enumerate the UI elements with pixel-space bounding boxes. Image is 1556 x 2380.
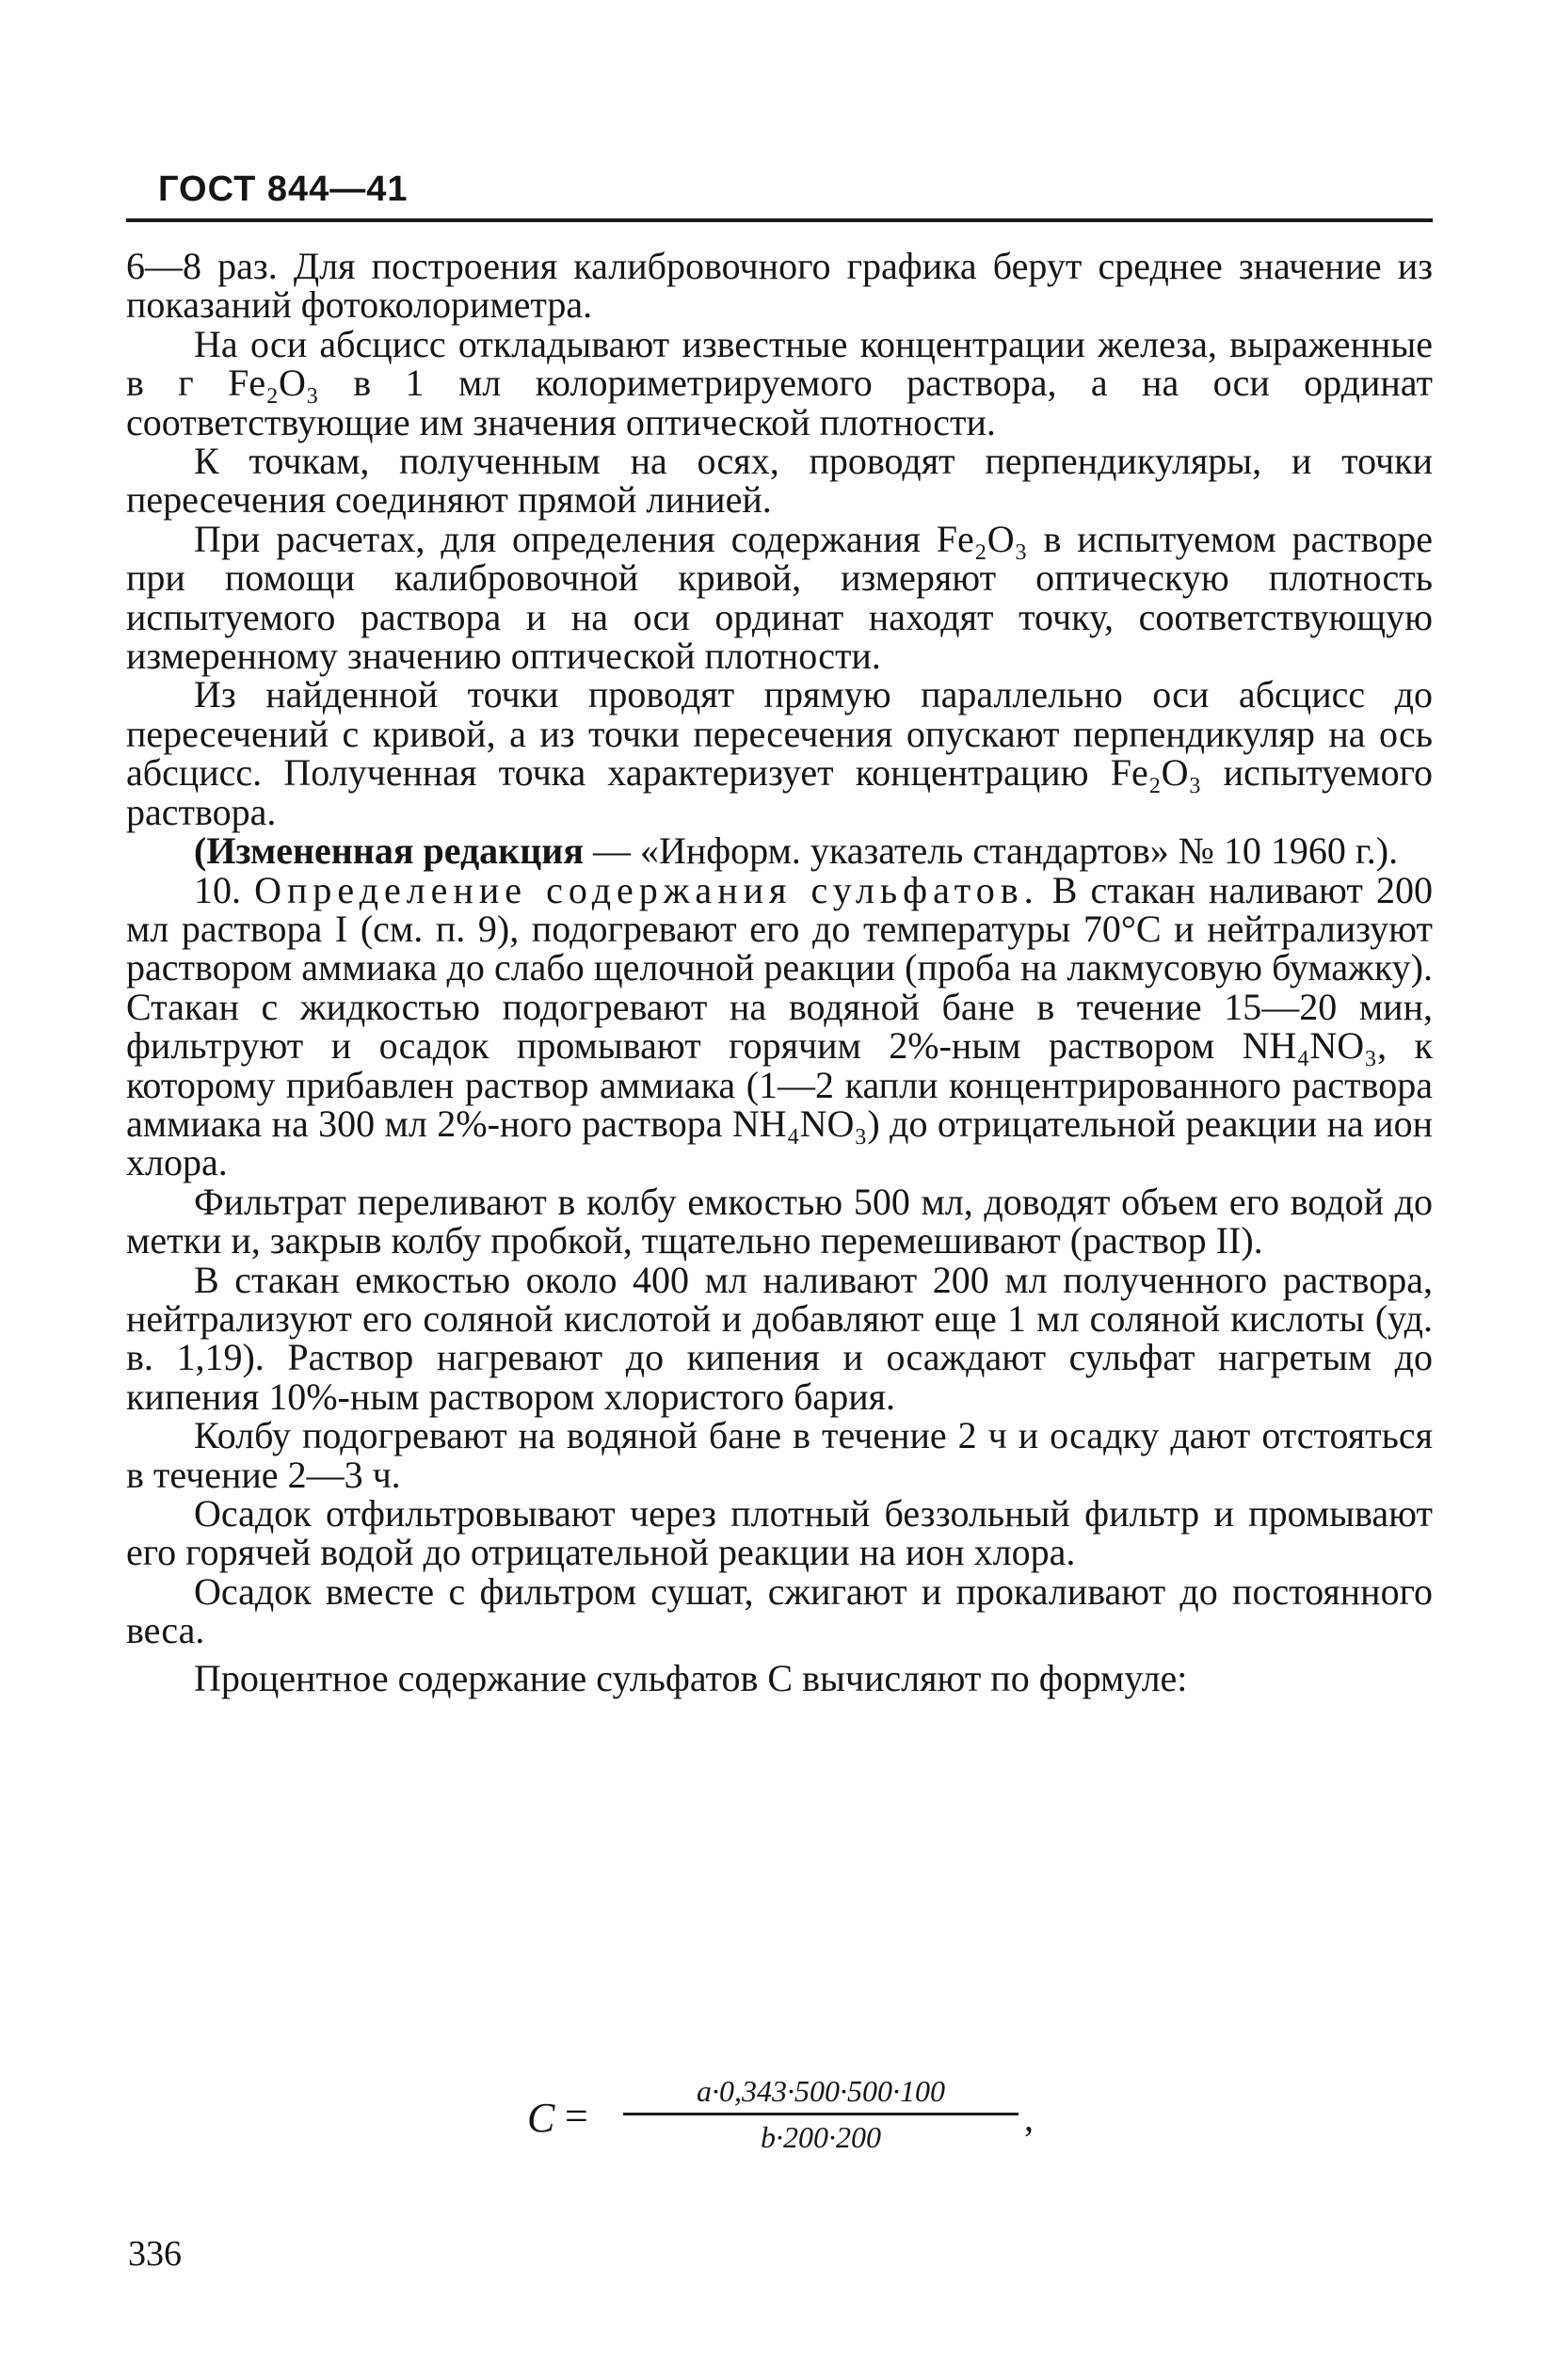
sulfate-formula bbox=[527, 2071, 1205, 2175]
amendment-rest: — «Информ. указатель стандартов» № 10 1960 г.). bbox=[583, 829, 1399, 873]
paragraph-perpendiculars: К точкам, полученным на осях, проводят перпендикуляры, и точки пересечения соединяют прямой линией. bbox=[126, 440, 1433, 522]
paragraph-beaker: В стакан емкостью около 400 мл наливают 200 мл полученного раствора, нейтрализуют его соляной кислотой и добавляют еще 1 мл соляной кислоты (уд. в. 1,19). Раствор нагревают до кипения и осаждают сульфат нагретым до кипения 10%-ным раствором хлористого бария. bbox=[126, 1258, 1433, 1418]
amendment-bold: (Измененная редакция bbox=[194, 829, 584, 873]
formula-lhs: C bbox=[527, 2095, 555, 2141]
paragraph-continuation: 6—8 раз. Для построения калибровочного графика берут среднее значение из показаний фотоколориметра. bbox=[126, 245, 1433, 327]
body-text bbox=[126, 247, 1433, 1697]
formula-fraction bbox=[623, 2071, 1019, 2157]
formula-comma: , bbox=[1024, 2097, 1034, 2139]
paragraph-heating: Колбу подогревают на водяной бане в течение 2 ч и осадку дают отстояться в течение 2—3 ч. bbox=[126, 1414, 1433, 1496]
paragraph-abscissa: На оси абсцисс откладывают известные концентрации железа, выраженные в г Fe₂O₃ в 1 мл колориметрируемого раствора, а на оси ординат соответствующие им значения оптической плотности. bbox=[126, 322, 1433, 443]
fraction-bar bbox=[623, 2113, 1019, 2115]
page-number: 336 bbox=[128, 2234, 182, 2274]
paragraph-filtrate: Фильтрат переливают в колбу емкостью 500 мл, доводят объем его водой до метки и, закрыв колбу пробкой, тщательно перемешивают (раствор II). bbox=[126, 1180, 1433, 1262]
formula-equals: = bbox=[565, 2093, 588, 2139]
document-header: ГОСТ 844—41 bbox=[158, 169, 409, 209]
paragraph-drying: Осадок вместе с фильтром сушат, сжигают и прокаливают до постоянного веса. bbox=[126, 1569, 1433, 1652]
paragraph-intersection: Из найденной точки проводят прямую параллельно оси абсцисс до пересечений с кривой, а из точки пересечения опускают перпендикуляр на ось абсцисс. Полученная точка характеризует концентрацию Fe₂O₃ испытуемого раствора. bbox=[126, 673, 1433, 833]
formula-intro: Процентное содержание сульфатов С вычисляют по формуле: bbox=[194, 1656, 1188, 1699]
section-10 bbox=[126, 868, 1433, 1184]
paragraph-calculations: При расчетах, для определения содержания Fe₂O₃ в испытуемом растворе при помощи калибровочной кривой, измеряют оптическую плотность испытуемого раствора и на оси ординат находят точку, соответствующую измеренному значению оптической плотности. bbox=[126, 517, 1433, 678]
amendment-note bbox=[126, 829, 1433, 873]
formula-numerator: a·0,343·500·500·100 bbox=[697, 2074, 945, 2108]
section-text: В стакан наливают 200 мл раствора I (см. п. 9), подогревают его до температуры 70°С и нейтрализуют раствором аммиака до слабо щелочной реакции (проба на лакмусовую бумажку). Стакан с жидкостью подогревают на водяной бане в течение 15—20 мин, фильтруют и осадок промывают горячим 2%-ным раствором NH₄NO₃, к которому прибавлен раствор аммиака (1—2 капли концентрированного раствора аммиака на 300 мл 2%-ного раствора NH₄NO₃) до отрицательной реакции на ион хлора. bbox=[126, 868, 1433, 1184]
section-number: 10. bbox=[194, 868, 241, 911]
header-rule bbox=[126, 218, 1433, 222]
section-heading: Определение содержания сульфатов. bbox=[254, 868, 1039, 911]
formula-denominator: b·200·200 bbox=[761, 2120, 881, 2154]
paragraph-filtering: Осадок отфильтровывают через плотный беззольный фильтр и промывают его горячей водой до отрицательной реакции на ион хлора. bbox=[126, 1492, 1433, 1574]
